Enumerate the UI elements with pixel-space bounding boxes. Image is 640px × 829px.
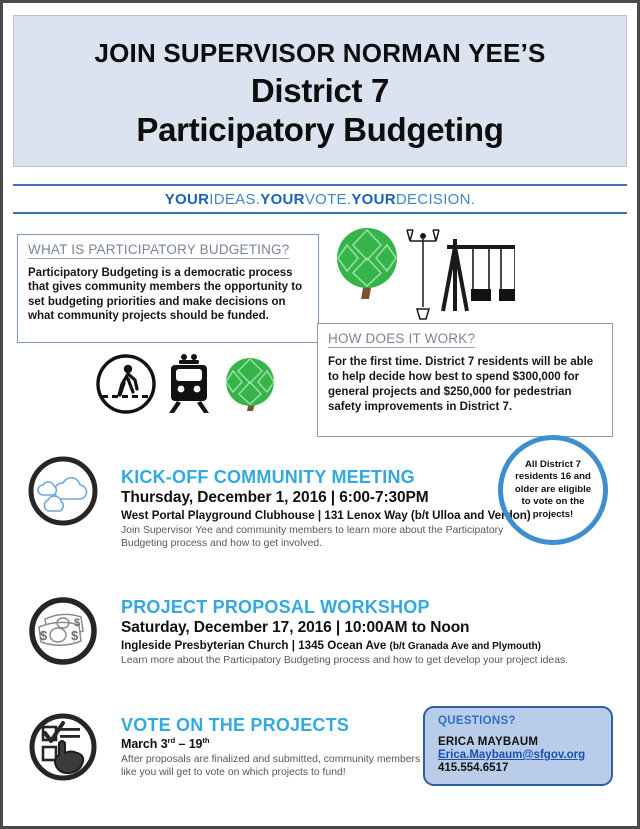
transport-illustration-svg: [95, 353, 290, 415]
what-is-pb-box: [17, 234, 319, 343]
speech-clouds-icon: [27, 455, 99, 527]
event-venue-cross-streets: (b/t Granada Ave and Plymouth): [389, 641, 542, 652]
tree-icon-small: [226, 358, 274, 411]
pedestrian-crossing-icon: [98, 356, 154, 412]
transport-illustration: [95, 353, 290, 415]
event-date-ordinal-2: th: [202, 736, 210, 745]
event-date-prefix: March 3: [121, 737, 168, 752]
event-proposal-workshop: [121, 597, 581, 667]
event-date-range: [121, 736, 421, 751]
how-it-works-box: [317, 323, 613, 437]
event-description: Join Supervisor Yee and community members to learn more about the Participatory Budgeting process and how to get involved.: [121, 525, 504, 549]
event-kickoff-meeting: [121, 467, 541, 550]
swing-set-icon: [443, 239, 515, 311]
what-is-pb-title: WHAT IS PARTICIPATORY BUDGETING?: [28, 242, 290, 257]
header-line-2: District 7: [250, 71, 390, 109]
tagline-word-1: IDEAS.: [209, 190, 261, 208]
tagline-your-3: YOUR: [351, 190, 396, 208]
event-venue-main: Ingleside Presbyterian Church | 1345 Ocean Ave: [121, 639, 390, 652]
event-date-mid: – 19: [175, 737, 203, 752]
svg-text:$: $: [74, 617, 81, 629]
tagline: [13, 186, 627, 212]
eligibility-badge-text: All District 7 residents 16 and older are eligible to vote on the projects!: [514, 458, 592, 520]
money-icon-svg: [27, 595, 99, 667]
tagline-word-2: VOTE.: [304, 190, 352, 208]
questions-contact-box: [423, 706, 613, 786]
ballot-hand-icon: [27, 711, 99, 783]
contact-phone: 415.554.6517: [438, 762, 509, 774]
event-title: PROJECT PROPOSAL WORKSHOP: [121, 597, 430, 617]
event-venue: [121, 639, 581, 652]
header-line-3: Participatory Budgeting: [136, 110, 504, 148]
event-venue-main: West Portal Playground Clubhouse | 131 Lenox Way (b/t Ulloa and Verdon): [121, 509, 531, 522]
header-line-1: JOIN SUPERVISOR NORMAN YEE’S: [94, 37, 546, 68]
questions-title: QUESTIONS?: [438, 715, 516, 727]
park-illustration: [325, 225, 515, 329]
lamp-post-icon: [407, 230, 439, 319]
event-date-ordinal-1: rd: [167, 736, 176, 745]
event-vote-on-projects: [121, 715, 421, 779]
contact-name: ERICA MAYBAUM: [438, 736, 539, 748]
ballot-hand-icon-svg: [27, 711, 99, 783]
what-is-pb-body: Participatory Budgeting is a democratic process that gives community members the opportunity to set budgeting priorities and make decisions on what community projects should be funded.: [28, 267, 303, 323]
speech-clouds-icon-svg: [27, 455, 99, 527]
tree-icon: [337, 228, 397, 299]
event-description: After proposals are finalized and submitted, community members like you will get to vote on which projects to fund!: [121, 754, 421, 779]
tagline-word-3: DECISION.: [395, 190, 476, 208]
park-illustration-svg: [325, 225, 515, 329]
event-venue: [121, 509, 541, 522]
eligibility-badge: [498, 435, 608, 545]
money-icon: [27, 595, 99, 667]
event-description: Learn more about the Participatory Budgeting process and how to get develop your project ideas.: [121, 655, 569, 666]
tagline-your-1: YOUR: [164, 190, 210, 208]
event-date: Saturday, December 17, 2016 | 10:00AM to Noon: [121, 619, 470, 636]
header-banner: [13, 15, 627, 167]
svg-text:$: $: [71, 628, 79, 643]
contact-email-link[interactable]: Erica.Maybaum@sfgov.org: [438, 749, 586, 761]
tagline-your-2: YOUR: [260, 190, 305, 208]
event-title: KICK-OFF COMMUNITY MEETING: [121, 467, 415, 487]
svg-text:$: $: [40, 628, 48, 643]
how-it-works-body: For the first time. District 7 residents will be able to help decide how best to spend $300,000 for general projects and $250,000 for pedestrian safety improvements in District 7.: [328, 356, 594, 413]
train-icon: [169, 354, 209, 413]
event-title: VOTE ON THE PROJECTS: [121, 715, 350, 735]
how-it-works-title: HOW DOES IT WORK?: [328, 331, 476, 346]
tagline-rule-bottom: [13, 212, 627, 214]
event-date: Thursday, December 1, 2016 | 6:00-7:30PM: [121, 489, 429, 506]
